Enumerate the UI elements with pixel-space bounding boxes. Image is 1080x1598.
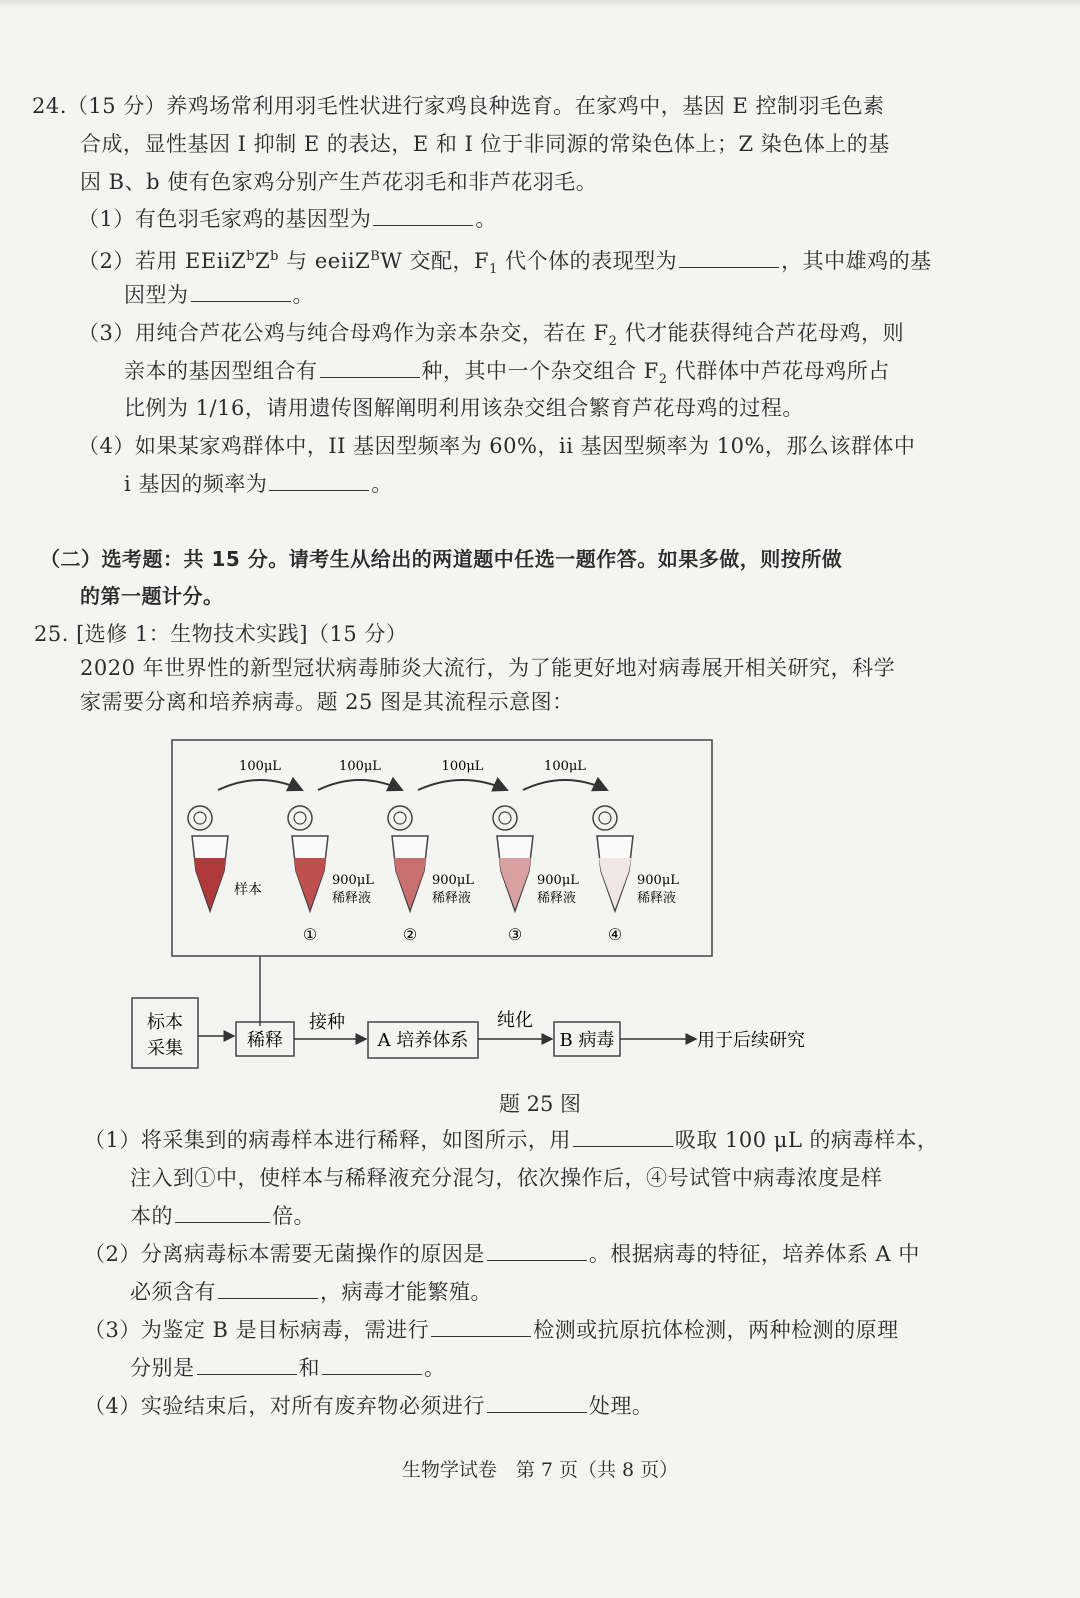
q24-p2-text: Z <box>255 249 271 273</box>
tube-diluent-label: 稀释液 <box>332 891 372 906</box>
answer-blank[interactable] <box>573 1128 673 1147</box>
answer-blank[interactable] <box>269 472 369 491</box>
flow-inoculate-label: 接种 <box>309 1012 345 1033</box>
tube-volume-label: 900μL <box>432 873 474 888</box>
section-2-heading: （二）选考题：共 15 分。请考生从给出的两道题中任选一题作答。如果多做，则按所做 <box>40 547 843 571</box>
transfer-volume-label: 100μL <box>239 759 281 774</box>
tube-number-label: ④ <box>607 925 623 944</box>
answer-blank[interactable] <box>197 1356 297 1375</box>
q25-heading: 25. [选修 1：生物技术实践]（15 分） <box>34 622 408 646</box>
tube-volume-label: 900μL <box>332 873 374 888</box>
q25-p1-text: 本的 <box>130 1204 173 1228</box>
q24-p3-text: 代群体中芦花母鸡所占 <box>667 359 890 383</box>
flow-collect-label-1: 标本 <box>147 1012 183 1033</box>
transfer-arrow <box>218 780 302 790</box>
transfer-volume-label: 100μL <box>441 759 484 774</box>
q25-p3-text: 分别是 <box>130 1356 195 1380</box>
q25-p3-text: 和 <box>298 1356 320 1380</box>
q24-p3-text: 代才能获得纯合芦花母鸡，则 <box>617 321 905 345</box>
subscript: 1 <box>489 262 498 278</box>
subscript: 2 <box>608 334 618 350</box>
answer-blank[interactable] <box>431 1318 531 1337</box>
flow-end-label: 用于后续研究 <box>697 1030 805 1051</box>
section-2-heading-line-2: 的第一题计分。 <box>80 584 224 608</box>
tube-number-label: ① <box>302 925 318 944</box>
q24-part-2 <box>78 243 932 284</box>
q24-line-2: 合成，显性基因 I 抑制 E 的表达，E 和 I 位于非同源的常染色体上；Z 染色体上的基 <box>80 132 890 156</box>
transfer-volume-label: 100μL <box>339 759 381 774</box>
q25-p3-text: （3）为鉴定 B 是目标病毒，需进行 <box>84 1318 430 1342</box>
tube-cap-icon <box>493 806 517 830</box>
answer-blank[interactable] <box>373 207 473 226</box>
scan-edge <box>0 0 1080 8</box>
q25-part-1-line-3 <box>130 1202 315 1230</box>
q25-p3-text: 检测或抗原抗体检测，两种检测的原理 <box>533 1318 899 1342</box>
q24-part-3-line-2 <box>124 357 890 394</box>
page-footer: 生物学试卷 第 7 页（共 8 页） <box>401 1459 679 1481</box>
tube-cap-icon <box>188 806 212 830</box>
q25-p3-text: 。 <box>424 1356 446 1380</box>
tube-liquid <box>194 858 226 909</box>
q24-part-3 <box>78 319 904 356</box>
figure-caption: 题 25 图 <box>498 1092 582 1116</box>
q24-p2-text: （2）若用 EEiiZ <box>78 249 247 273</box>
q25-p2-text: （2）分离病毒标本需要无菌操作的原因是 <box>84 1242 485 1266</box>
q24-part-2-line-2 <box>124 281 314 309</box>
tube-number-label: ③ <box>507 925 523 944</box>
tube-cap-icon <box>599 812 611 824</box>
tube-volume-label: 900μL <box>537 873 579 888</box>
superscript: B <box>370 249 381 264</box>
tube-liquid <box>294 858 326 909</box>
tube-number-label: ② <box>402 925 418 944</box>
sample-label: 样本 <box>234 882 262 898</box>
q25-p2-text: 。根据病毒的特征，培养体系 A 中 <box>588 1242 920 1266</box>
answer-blank[interactable] <box>191 283 291 302</box>
answer-blank[interactable] <box>487 1394 587 1413</box>
answer-blank[interactable] <box>679 249 779 268</box>
tube-group <box>188 759 679 944</box>
q25-part-2 <box>84 1240 920 1268</box>
superscript: b <box>246 249 256 264</box>
tube-liquid <box>499 858 531 909</box>
flow-virus-label: B 病毒 <box>559 1030 615 1051</box>
flow-purify-label: 纯化 <box>497 1010 533 1031</box>
tube-diluent-label: 稀释液 <box>637 891 677 906</box>
q25-part-1-line-2: 注入到①中，使样本与稀释液充分混匀，依次操作后，④号试管中病毒浓度是样 <box>130 1166 883 1190</box>
q24-p2-end: 。 <box>292 283 314 307</box>
q24-p2-text: W 交配，F <box>380 249 490 273</box>
tube-volume-label: 900μL <box>637 873 679 888</box>
tube-cap-icon <box>288 806 312 830</box>
flow-culture-label: A 培养体系 <box>377 1030 469 1051</box>
q25-p4-text: （4）实验结束后，对所有废弃物必须进行 <box>84 1394 485 1418</box>
tube-cap-icon <box>194 812 206 824</box>
tube-liquid <box>599 858 631 909</box>
q25-part-2-line-2 <box>130 1278 492 1306</box>
q24-part-4: （4）如果某家鸡群体中，II 基因型频率为 60%，ii 基因型频率为 10%，那么该群体中 <box>78 434 916 458</box>
tube-cap-icon <box>593 806 617 830</box>
q24-part-3-line-3: 比例为 1/16，请用遗传图解阐明利用该杂交组合繁育芦花母鸡的过程。 <box>124 396 804 420</box>
q25-part-3 <box>84 1316 899 1344</box>
answer-blank[interactable] <box>175 1204 270 1223</box>
q25-line-2: 家需要分离和培养病毒。题 25 图是其流程示意图： <box>80 690 574 714</box>
answer-blank[interactable] <box>487 1242 587 1261</box>
answer-blank[interactable] <box>320 359 420 378</box>
tube-cap-icon <box>394 812 406 824</box>
q24-p1-end: 。 <box>475 207 497 231</box>
flow-collect-label-2: 采集 <box>147 1038 183 1059</box>
q24-p4-text: i 基因的频率为 <box>124 472 268 496</box>
tube-cap-icon <box>294 812 306 824</box>
answer-blank[interactable] <box>218 1280 318 1299</box>
superscript: b <box>270 249 279 264</box>
q24-p3-text: 种，其中一个杂交组合 F <box>421 359 659 383</box>
q25-part-1 <box>84 1126 939 1154</box>
q24-part-1 <box>78 205 497 233</box>
transfer-volume-label: 100μL <box>544 759 586 774</box>
q24-p4-end: 。 <box>371 472 393 496</box>
q24-line-1: 24.（15 分）养鸡场常利用羽毛性状进行家鸡良种选育。在家鸡中，基因 E 控制羽毛色素 <box>32 94 885 118</box>
tube-cap-icon <box>388 806 412 830</box>
transfer-arrow <box>523 780 607 790</box>
q25-part-3-line-2 <box>130 1354 446 1382</box>
q25-p1-text: （1）将采集到的病毒样本进行稀释，如图所示，用 <box>84 1128 571 1152</box>
tube-cap-icon <box>499 812 511 824</box>
tube-diluent-label: 稀释液 <box>537 891 577 906</box>
flow-dilute-label: 稀释 <box>247 1030 283 1051</box>
q25-part-4 <box>84 1392 653 1420</box>
q24-p2-text: ，其中雄鸡的基 <box>781 249 932 273</box>
transfer-arrow <box>418 780 507 790</box>
q25-p1-text: 倍。 <box>272 1204 315 1228</box>
tube-diluent-label: 稀释液 <box>432 891 472 906</box>
q24-line-3: 因 B、b 使有色家鸡分别产生芦花羽毛和非芦花羽毛。 <box>80 170 598 194</box>
subscript: 2 <box>658 372 668 388</box>
q25-p2-text: 必须含有 <box>130 1280 216 1304</box>
q24-p3-text: （3）用纯合芦花公鸡与纯合母鸡作为亲本杂交，若在 F <box>78 321 609 345</box>
q25-p1-text: 吸取 100 μL 的病毒样本， <box>674 1128 939 1152</box>
q24-p2-text: 与 eeiiZ <box>278 249 371 273</box>
q25-p4-text: 处理。 <box>588 1394 654 1418</box>
transfer-arrow <box>318 780 402 790</box>
q24-part-4-line-2 <box>124 470 393 498</box>
q24-p2-text: 代个体的表现型为 <box>497 249 678 273</box>
q25-line-1: 2020 年世界性的新型冠状病毒肺炎大流行，为了能更好地对病毒展开相关研究，科学 <box>80 656 896 680</box>
q25-p2-text: ，病毒才能繁殖。 <box>320 1280 492 1304</box>
q24-p3-text: 亲本的基因型组合有 <box>124 359 318 383</box>
figure-25 <box>130 736 805 1076</box>
q24-p2-text: 因型为 <box>124 283 189 307</box>
q24-p1-text: （1）有色羽毛家鸡的基因型为 <box>78 207 372 231</box>
answer-blank[interactable] <box>322 1356 422 1375</box>
tube-liquid <box>394 858 426 909</box>
